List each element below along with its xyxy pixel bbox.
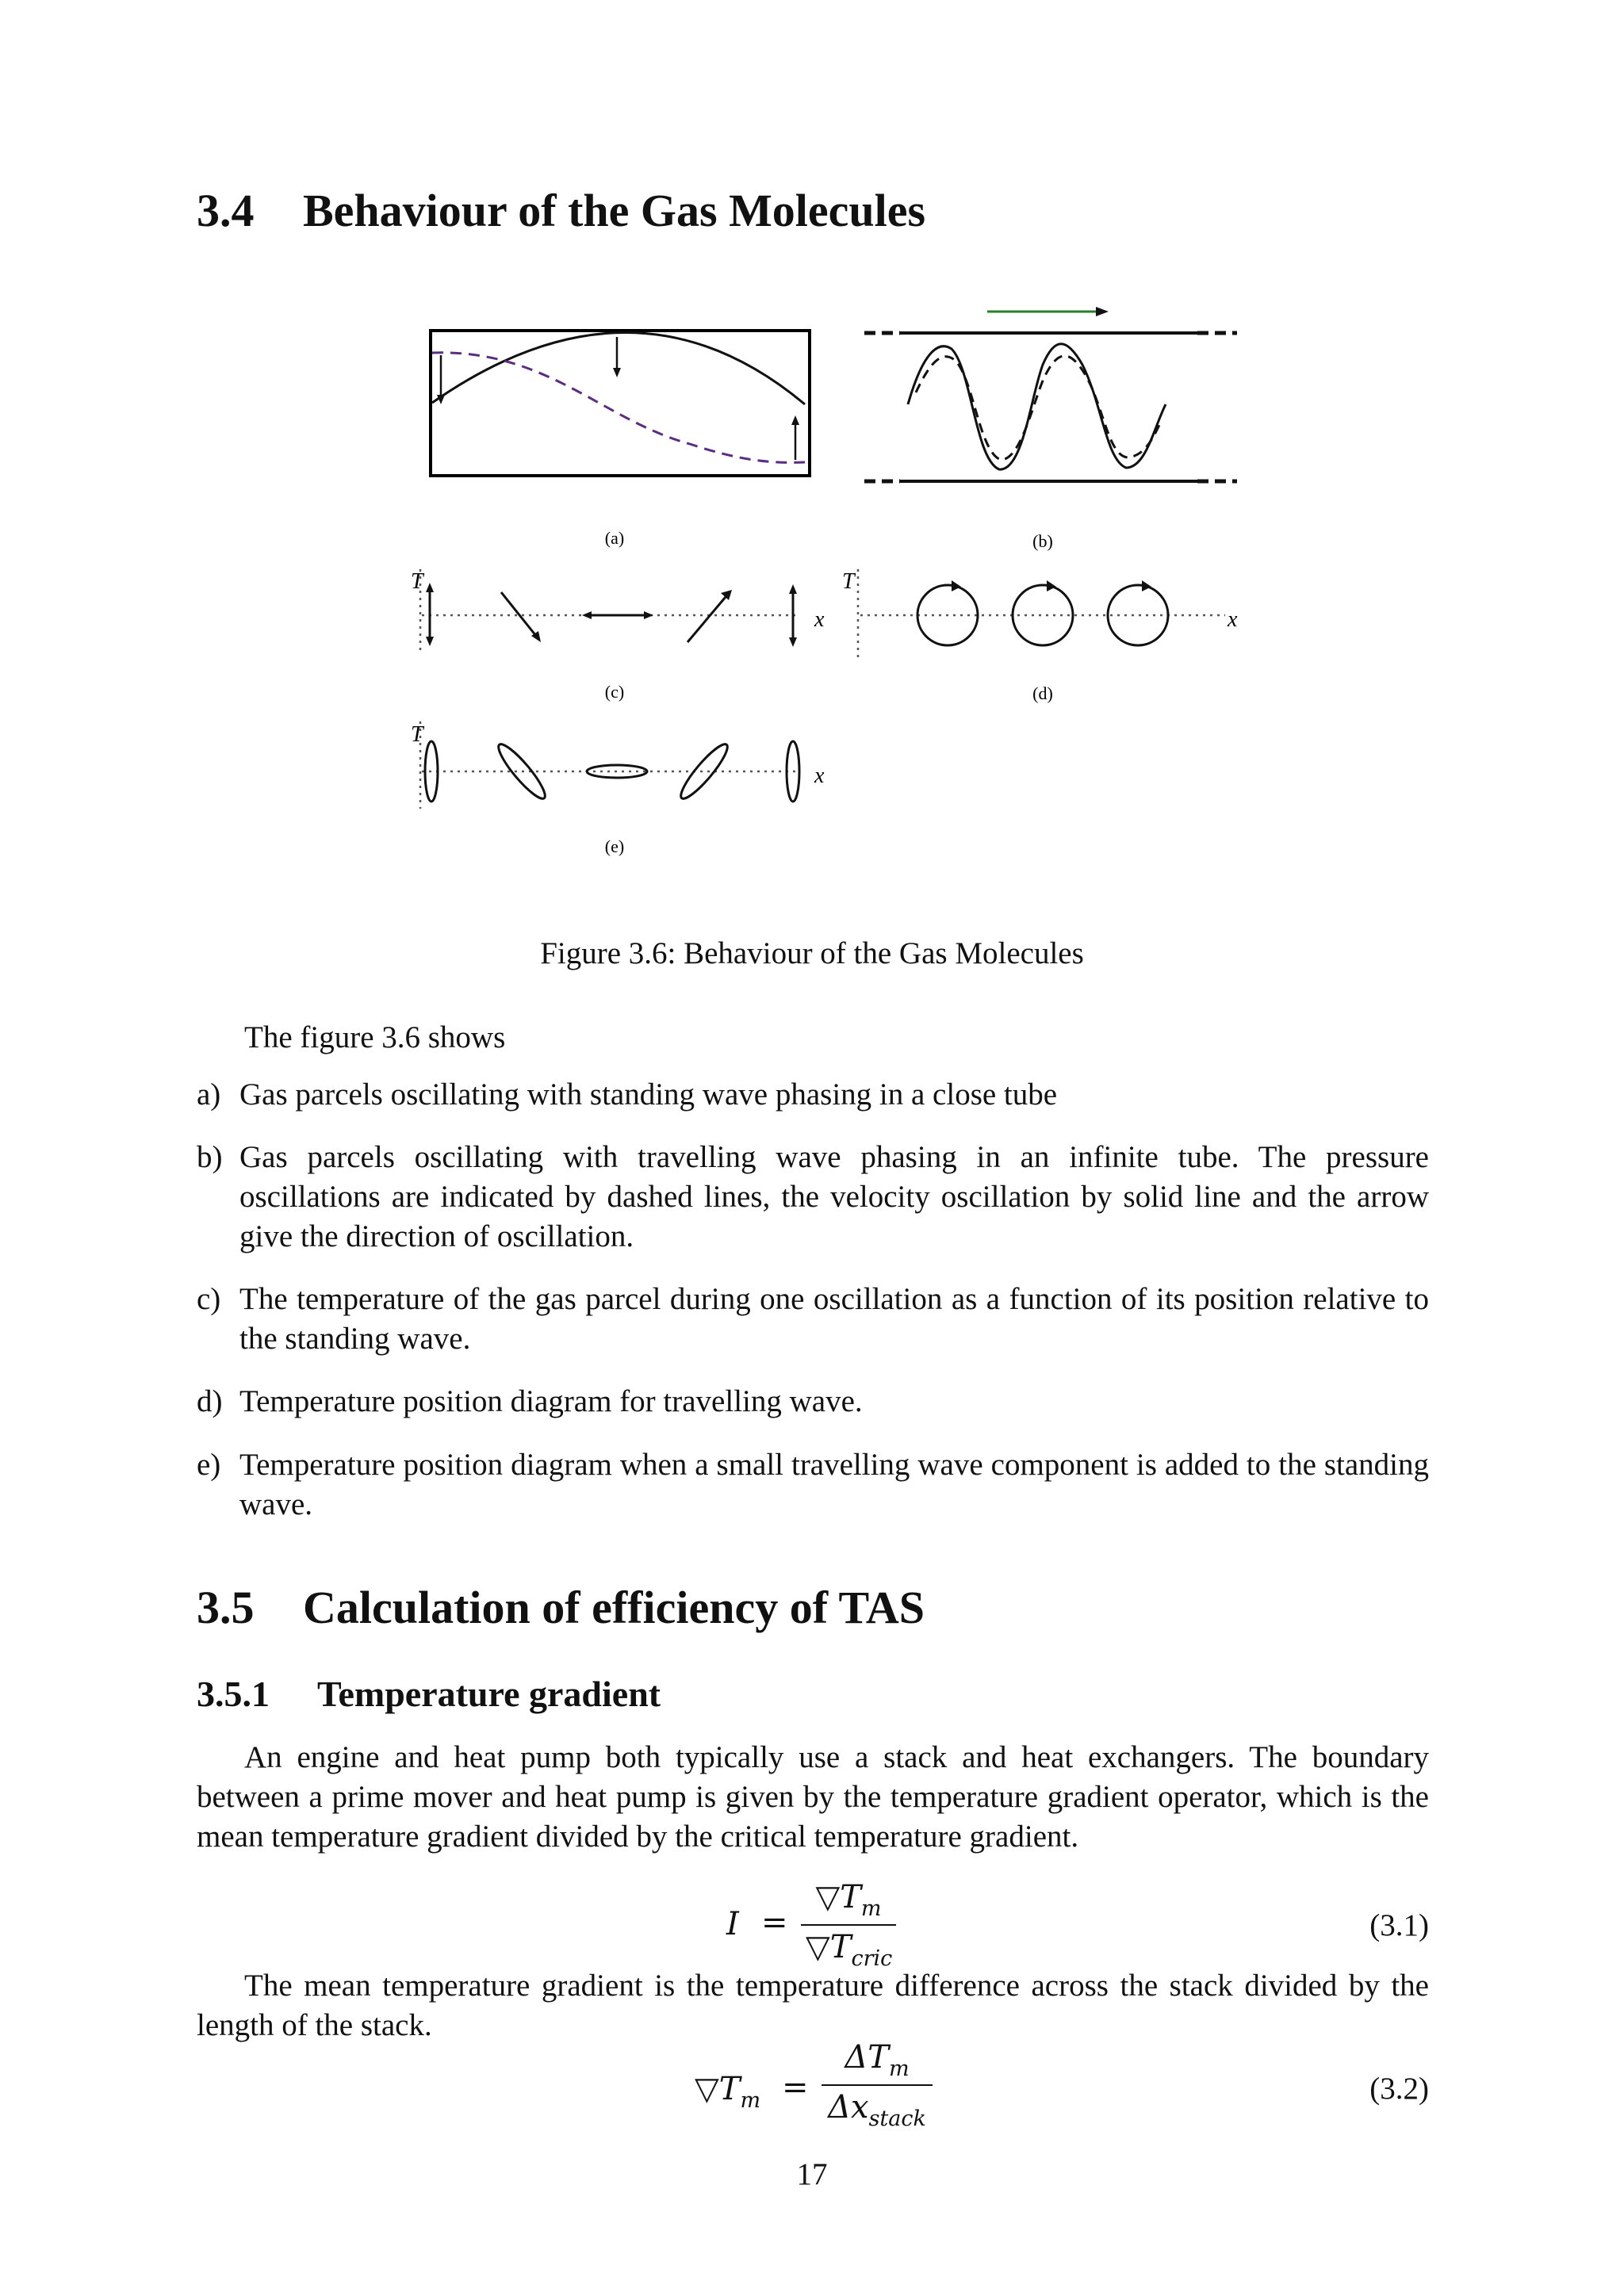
section-number: 3.5	[197, 1582, 255, 1633]
list-marker: d)	[197, 1384, 223, 1418]
fraction-denominator	[801, 1929, 896, 1971]
section-number: 3.4	[197, 185, 255, 236]
fraction-denominator	[822, 2089, 933, 2131]
panel-label-d: (d)	[1032, 683, 1053, 703]
list-item	[197, 1445, 1429, 1525]
fraction-numerator	[801, 1879, 896, 1921]
list-marker: b)	[197, 1140, 223, 1174]
list-marker: e)	[197, 1448, 221, 1482]
figure-caption: Figure 3.6: Behaviour of the Gas Molecules	[540, 936, 1084, 970]
paragraph: The mean temperature gradient is the temperature difference across the stack divided by the length of the stack.	[197, 1969, 1429, 2042]
list-item	[197, 1138, 1429, 1257]
pressure-dashed-wave	[916, 356, 1162, 460]
lhs-symbol: ▽T	[695, 2071, 741, 2107]
section-heading-3-5	[197, 1581, 925, 1634]
circle-orbit-3	[1108, 585, 1168, 645]
panel-label-c: (c)	[604, 682, 625, 702]
denominator-symbol: Δx	[828, 2089, 869, 2126]
list-item	[197, 1075, 1429, 1115]
list-text: Gas parcels oscillating with travelling wave phasing in an infinite tube. The pressure oscillations are indicated by dashed lines, the velocity oscillation by solid line and the arrow give the direction of oscillation.	[239, 1140, 1429, 1253]
numerator-subscript: m	[860, 1896, 882, 1921]
axis-label-x-d: x	[1228, 607, 1238, 632]
eq-fraction	[801, 1879, 896, 1971]
axis-label-T-e: T	[411, 722, 423, 747]
list-text: Temperature position diagram for travelling wave.	[239, 1384, 863, 1418]
equation-number: (3.2)	[1369, 2072, 1429, 2106]
lhs-subscript: m	[740, 2088, 761, 2113]
panel-d-temperature-position	[842, 569, 1238, 703]
list-marker: c)	[197, 1282, 221, 1316]
section-title: Behaviour of the Gas Molecules	[303, 185, 926, 236]
fraction-numerator	[822, 2039, 933, 2081]
subsection-title: Temperature gradient	[317, 1674, 661, 1714]
eq-equals: =	[761, 1904, 788, 1941]
panel-e-temperature-position	[411, 721, 825, 856]
paragraph: An engine and heat pump both typically use a stack and heat exchangers. The boundary between a prime mover and heat pump is given by the temperature gradient operator, which is the mean temperature gradient divided by the critical temperature gradient.	[197, 1740, 1429, 1854]
velocity-solid-wave	[908, 344, 1166, 469]
panel-label-a: (a)	[604, 528, 625, 548]
numerator-subscript: m	[888, 2057, 910, 2081]
subsection-heading-3-5-1	[197, 1673, 661, 1715]
subsection-number: 3.5.1	[197, 1674, 270, 1714]
list-marker: a)	[197, 1077, 221, 1112]
denominator-symbol: ▽T	[806, 1929, 852, 1965]
eq-lhs: I	[726, 1906, 739, 1942]
panel-a-standing-wave	[431, 331, 810, 548]
list-text: Temperature position diagram when a small travelling wave component is added to the standing wave.	[239, 1448, 1429, 1521]
numerator-symbol: ΔT	[845, 2039, 889, 2076]
eq-equals: =	[782, 2069, 809, 2106]
denominator-subscript: cric	[851, 1946, 893, 1971]
panel-label-b: (b)	[1032, 531, 1053, 551]
intro-text: The figure 3.6 shows	[244, 1020, 506, 1054]
eq-lhs	[695, 2071, 760, 2113]
numerator-symbol: ▽T	[815, 1879, 861, 1915]
section-heading-3-4	[197, 184, 925, 237]
page-number: 17	[796, 2157, 828, 2191]
axis-label-x-c: x	[814, 607, 825, 632]
list-text: Gas parcels oscillating with standing wave phasing in a close tube	[239, 1077, 1058, 1112]
closed-tube-outline	[431, 331, 810, 476]
equation-number: (3.1)	[1369, 1908, 1429, 1942]
axis-label-T-c: T	[411, 569, 423, 594]
figure-3-6	[404, 301, 1277, 888]
equation-3-2	[0, 2039, 1624, 2134]
equation-3-1	[0, 1879, 1624, 1974]
eq-fraction	[822, 2039, 933, 2131]
panel-c-temperature-position	[411, 569, 825, 702]
panel-b-travelling-wave	[864, 307, 1237, 551]
fraction-bar	[801, 1924, 896, 1926]
denominator-subscript: stack	[868, 2107, 926, 2131]
list-item	[197, 1382, 1429, 1422]
axis-label-T-d: T	[842, 569, 855, 594]
section-title: Calculation of efficiency of TAS	[303, 1582, 925, 1633]
axis-label-x-e: x	[814, 763, 825, 788]
panel-label-e: (e)	[604, 836, 625, 856]
list-item	[197, 1280, 1429, 1359]
fraction-bar	[822, 2084, 933, 2086]
circle-orbit-2	[1013, 585, 1073, 645]
list-text: The temperature of the gas parcel during one oscillation as a function of its position relative to the standing wave.	[239, 1282, 1429, 1356]
